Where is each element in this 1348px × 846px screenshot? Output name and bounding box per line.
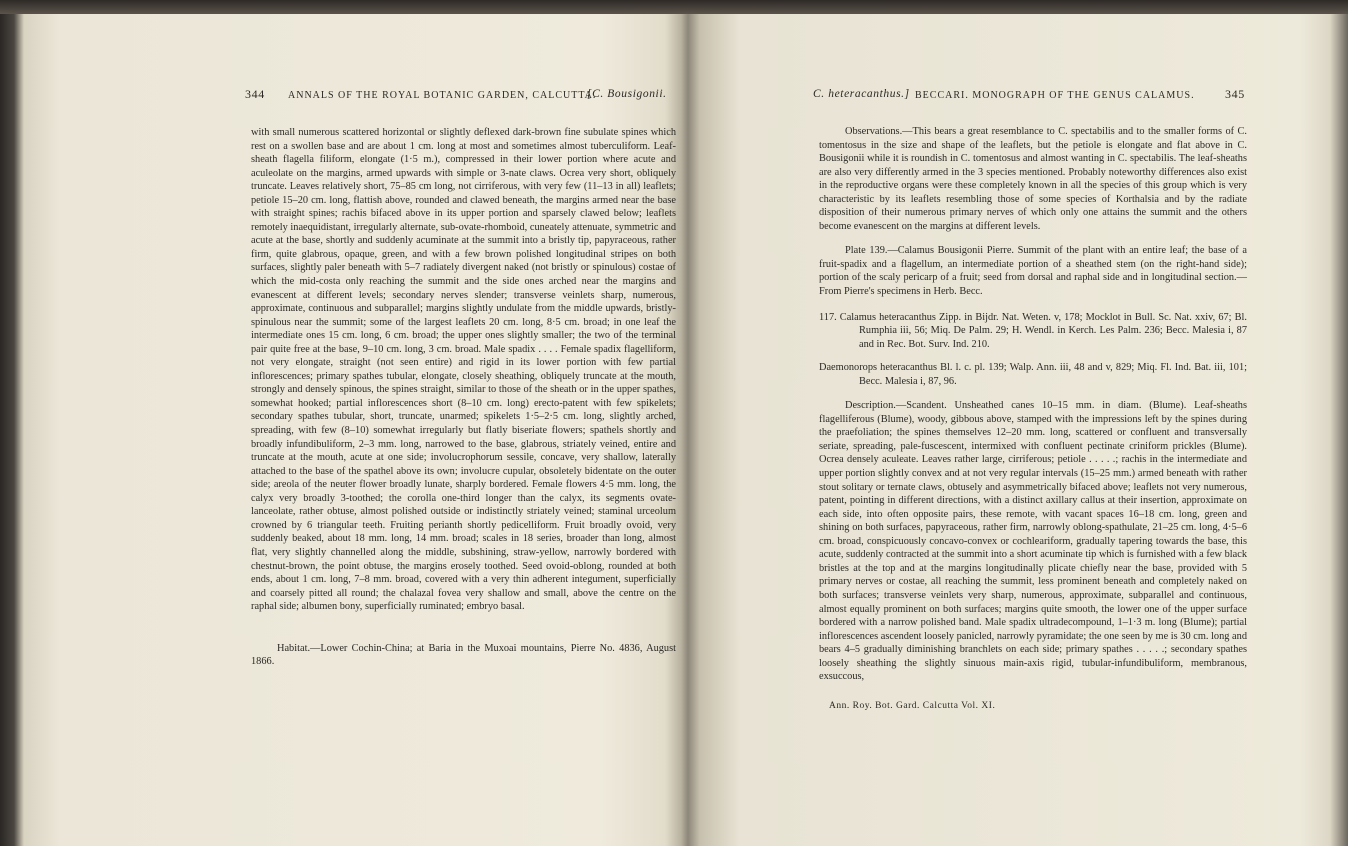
running-title: BECCARI. MONOGRAPH OF THE GENUS CALAMUS. — [915, 90, 1195, 101]
page-number: 344 — [245, 87, 265, 101]
species-heading: 117. Calamus heteracanthus Zipp. in Bijdr. Nat. Weten. v, 178; Mocklot in Bull. Sc. Nat. xxiv, 67; Bl. Rumphia iii, 56; Miq. De Palm. 29; H. Wendl. in Kerch. Les Palm. 236; Becc. Malesia i, 87 and in Rec. Bot. Surv. Ind. 210. — [819, 311, 1247, 350]
left-page-header — [245, 87, 676, 104]
page-number: 345 — [1225, 87, 1245, 101]
species-description: with small numerous scattered horizontal or slightly deflexed dark-brown fine subulate spines which rest on a swollen base and are about 1 cm. long at most and sometimes almost tuberculiform. Leaf-sheath flagella filiform, elongate (1·5 m.), compressed in their lower portion where acute and aculeolate on the margins, armed upwards with simple or 3-nate claws. Ocrea very short, obliquely truncate. Leaves relatively short, 75–85 cm long, not cirriferous, with very few (11–13 in all) leaflets; petiole 15–20 cm. long, flattish above, rounded and clawed beneath, the margins armed near the base with straight spines; rachis bifaced above in its upper portion and sparsely clawed below; leaflets remotely inaequidistant, irregularly alternate, sub-ovate-rhomboid, cuneately attenuate, symmetric and acute at the base, shortly and suddenly acuminate at the summit into a bristly tip, papyraceous, rather firm, quite glabrous, opaque, green, and with a few brown polished longitudinal stripes on both surfaces, slightly paler beneath with 5–7 radiately divergent naked (not bristly or spinulous) costae of which the mid-costa only reaching the summit and the side ones arched near the margins and evanescent at different levels; secondary nerves slender; transverse veinlets sharp, numerous, approximate, continuous and subparallel; margins slightly undulate from the middle upwards, bristly-spinulous near the summit; some of the largest leaflets 20 cm. long, 8·5 cm. broad; in one leaf the intermediate ones 15 cm. long, 6 cm. broad; the upper ones slightly smaller; the two of the terminal pair quite free at the base, 9–10 cm. long, 3 cm. broad. Male spadix . . . . Female spadix flagelliform, not very elongate, straight (not seen entire) and rigid in its lower portion with few partial inflorescences; primary spathes tubular, elongate, closely sheathing, obliquely truncate at the mouth, strongly and densely spinous, the spines straight, similar to those of the sheath or in the upper spathes, somewhat hooked; partial inflorescences short (8–10 cm. long) erecto-patent with few spikelets; secondary spathes tubular, short, truncate, unarmed; spikelets 1·5–2·5 cm. long, slightly arched, spreading, with few (8–10) somewhat irregularly but flatly biseriate flowers; spathels shortly and broadly infundibuliform, 2–3 mm. long, narrowed to the base, glabrous, striately veined, entire and truncate at the mouth, acute at one side; involucrophorum sessile, concave, very shallow, laterally attached to the base of the spathel above its own; involucre cupular, obsoletely bidentate on the outer side; areola of the neuter flower broadly lunate, sharply bordered. Female flowers 4·5 mm. long, the calyx very broadly 3-toothed; the corolla one-third longer than the calyx, its segments ovate-lanceolate, rather obtuse, almost polished outside or indistinctly striately veined; staminal urceolum crowned by 6 triangular teeth. Fruiting perianth shortly pedicelliform. Fruit broadly ovoid, very suddenly beaked, about 18 mm. long, 14 mm. broad; scales in 18 series, broader than long, almost flat, very slightly channelled along the middle, subshining, straw-yellow, narrowly bordered with chestnut-brown, the point obtuse, the margins erosely toothed. Seed ovoid-oblong, rounded at both ends, about 1 cm. long, 7–8 mm. broad, covered with a very thin adherent integument, superficially and coarsely pitted all round; the chalazal fovea very shallow and small, above the centre on the raphal side; albumen bony, superficially ruminated; embryo basal. — [251, 127, 676, 613]
page-footer: Ann. Roy. Bot. Gard. Calcutta Vol. XI. — [829, 700, 996, 711]
running-tag: C. heteracanthus.] — [813, 88, 910, 100]
synonym-paragraph: Daemonorops heteracanthus Bl. l. c. pl. 139; Walp. Ann. iii, 48 and v, 829; Miq. Fl. Ind. Bat. iii, 101; Becc. Malesia i, 87, 96. — [819, 362, 1247, 387]
running-tag: [C. Bousigonii. — [587, 88, 667, 100]
left-page — [245, 87, 676, 669]
habitat-paragraph: Habitat.—Lower Cochin-China; at Baria in the Muxoai mountains, Pierre No. 4836, August 1866. — [251, 642, 676, 668]
plate-paragraph: Plate 139.—Calamus Bousigonii Pierre. Summit of the plant with an entire leaf; the base of a fruit-spadix and a flagellum, an intermediate portion of a sheathed stem (on the right-hand side); portion of the scaly pericarp of a fruit; seed from dorsal and raphal side and in longitudinal section.—From Pierre's specimens in Herb. Becc. — [819, 245, 1247, 298]
book-top-edge — [0, 0, 1348, 14]
right-page-header — [813, 87, 1247, 104]
running-title: ANNALS OF THE ROYAL BOTANIC GARDEN, CALCUTTA. — [288, 90, 597, 101]
observations-paragraph: Observations.—This bears a great resemblance to C. spectabilis and to the smaller forms of C. tomentosus in the size and shape of the leaflets, but the petiole is elongate and flat above in C. Bousigonii while it is roundish in C. tomentosus and almost wanting in C. spectabilis. The leaf-sheaths are also very differently armed in the 3 species mentioned. Probably noteworthy differences also exist in the reproductive organs were these completely known in all the species of this group which is very characteristic by its leaflets resembling those of some species of Korthalsia and by the radiate disposition of their numerous primary nerves of which only one attains the summit and the others become evanescent on the margins at different levels. — [819, 126, 1247, 232]
right-page — [813, 87, 1247, 713]
description-paragraph: Description.—Scandent. Unsheathed canes 10–15 mm. in diam. (Blume). Leaf-sheaths flagelliferous (Blume), woody, gibbous above, stamped with the impressions left by the spines during the praefoliation; the spines themselves 12–20 mm. long, scattered or confluent and transversally seriate, spreading, pale-fuscescent, intermixed with confluent pectinate criniform prickles (Blume). Ocrea densely aculeate. Leaves rather large, cirriferous; petiole . . . . .; rachis in the intermediate and upper portion slightly convex and at not very regular intervals (15–25 mm.) armed beneath with rather stout solitary or ternate claws, obtusely and asymmetrically bifaced above; leaflets not very numerous, patent, pointing in different directions, with a distinct axillary callus at their insertion, approximate on each side, into often opposite pairs, these remote, with vacant spaces 16–18 cm. long, green and shining on both surfaces, papyraceous, rather firm, narrowly oblong-spathulate, 21–25 cm. long, 4·5–6 cm. broad, conspicuously concavo-convex or cochleariform, gradually tapering towards the base, this acute, suddenly contracted at the summit into a short acuminate tip which is furnished with a few black bristles at the top and at the margins longitudinally plicate chiefly near the base, provided with 5 primary nerves or costae, all reaching the summit, less prominent beneath and completely naked on both surfaces; transverse veinlets very sharp, numerous, approximate, subparallel and continuous, almost equally prominent on both surfaces; margins quite smooth, the lower one of the upper surface bordered with a narrow polished band. Male spadix ultradecompound, 1–1·3 m. long (Blume); partial inflorescences ascendent loosely panicled, narrowly pyramidate; the one seen by me is 30 cm. long and bears 4–5 gradually diminishing branchlets on each side; primary spathes . . . . .; secondary spathes loosely sheathing the slightly sinuous main-axis rigid, tubular-infundibuliform, membranous, exsuccous, — [819, 400, 1247, 683]
